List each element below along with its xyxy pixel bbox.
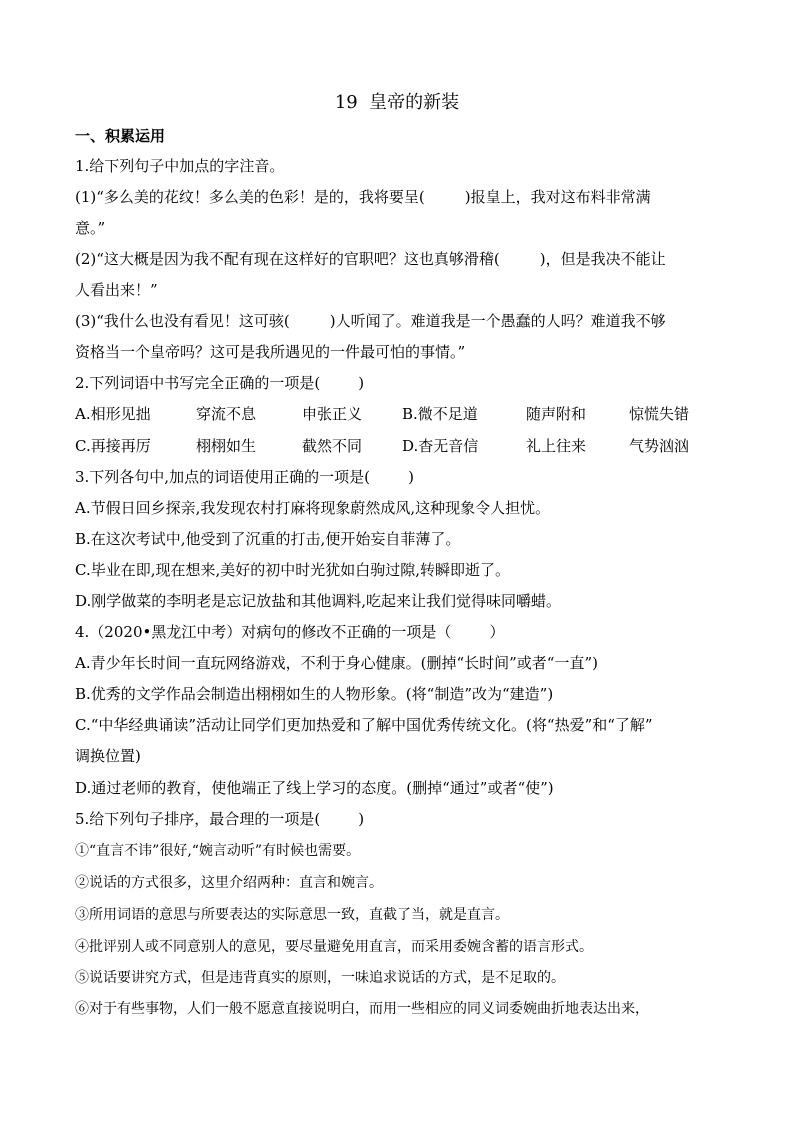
q2-option-word: 气势汹汹 [629,437,690,455]
q1-item2-line2: 人看出来！” [75,281,158,299]
page-title: 19 皇帝的新装 [334,92,460,113]
q5-sentence-3: ③所用词语的意思与所要表达的实际意思一致，直截了当，就是直言。 [75,907,509,923]
q1-item3-line2: 资格当一个皇帝吗？这可是我所遇见的一件最可怕的事情。” [75,343,466,361]
q1-item1-after-blank: )报皇上，我对这布料非常满 [464,188,651,206]
q2-option-word: 惊慌失错 [629,405,690,423]
q4-option-a: A.青少年长时间一直玩网络游戏，不利于身心健康。(删掉“长时间”或者“一直”) [75,654,598,672]
q1-item2-after-blank: )，但是我决不能让 [539,250,666,268]
q3-option-c: C.毕业在即,现在想来,美好的初中时光犹如白驹过隙,转瞬即逝了。 [75,561,511,579]
q3-option-d: D.刚学做菜的李明老是忘记放盐和其他调料,吃起来让我们觉得味同嚼蜡。 [75,592,562,610]
q3-option-a: A.节假日回乡探亲,我发现农村打麻将现象蔚然成风,这种现象令人担忧。 [75,499,551,517]
q4-option-b: B.优秀的文学作品会制造出栩栩如生的人物形象。(将“制造”改为“建造”) [75,685,554,703]
q5-sentence-5: ⑤说话要讲究方式，但是违背真实的原则，一味追求说话的方式，是不足取的。 [75,970,565,986]
q1-item1-before-blank: (1)“多么美的花纹！多么美的色彩！是的，我将要呈( [75,188,425,206]
q2-option-word: 随声附和 [526,405,587,423]
q2-stem: 2.下列词语中书写完全正确的一项是( ) [75,374,365,392]
section-heading: 一、积累运用 [75,127,166,145]
q1-item1-line1 [75,187,651,207]
q2-option-word: 截然不同 [302,437,363,455]
q2-option-word: 礼上往来 [526,437,587,455]
q2-option-word: 栩栩如生 [196,437,257,455]
q2-option-word: C.再接再厉 [75,437,151,455]
q4-option-c-line2: 调换位置) [75,747,141,765]
q5-sentence-4: ④批评别人或不同意别人的意见，要尽量避免用直言，而采用委婉含蓄的语言形式。 [75,939,593,955]
q1-item3-line1 [75,311,666,331]
q1-item3-after-blank: )人听闻了。难道我是一个愚蠢的人吗？难道我不够 [329,312,666,330]
q2-option-word: A.相形见拙 [75,405,151,423]
q3-option-b: B.在这次考试中,他受到了沉重的打击,便开始妄自菲薄了。 [75,530,461,548]
q4-stem: 4.（2020•黑龙江中考）对病句的修改不正确的一项是（ ） [75,623,505,641]
q4-option-c-line1: C.“中华经典诵读”活动让同学们更加热爱和了解中国优秀传统文化。(将“热爱”和“了解” [75,716,653,734]
q1-item1-line2: 意。” [75,219,106,237]
q3-stem: 3.下列各句中,加点的词语使用正确的一项是( ) [75,468,414,486]
q2-option-word: 申张正义 [302,405,363,423]
q1-item2-line1 [75,249,666,269]
q2-option-word: B.微不足道 [402,405,478,423]
q5-stem: 5.给下列句子排序，最合理的一项是( ) [75,810,365,828]
q4-option-d: D.通过老师的教育，使他端正了线上学习的态度。(删掉“通过”或者“使”) [75,779,554,797]
q1-item2-before-blank: (2)“这大概是因为我不配有现在这样好的官职吧？这也真够滑稽( [75,250,500,268]
q2-option-word: D.杳无音信 [402,437,479,455]
q5-sentence-1: ①“直言不讳”很好,“婉言动听”有时候也需要。 [75,843,361,859]
q2-option-word: 穿流不息 [196,405,257,423]
q1-item3-before-blank: (3)“我什么也没有看见！这可骇( [75,312,290,330]
q1-stem: 1.给下列句子中加点的字注音。 [75,157,285,175]
q5-sentence-2: ②说话的方式很多，这里介绍两种：直言和婉言。 [75,875,383,891]
q5-sentence-6: ⑥对于有些事物，人们一般不愿意直接说明白，而用一些相应的同义词委婉曲折地表达出来， [75,1001,649,1017]
